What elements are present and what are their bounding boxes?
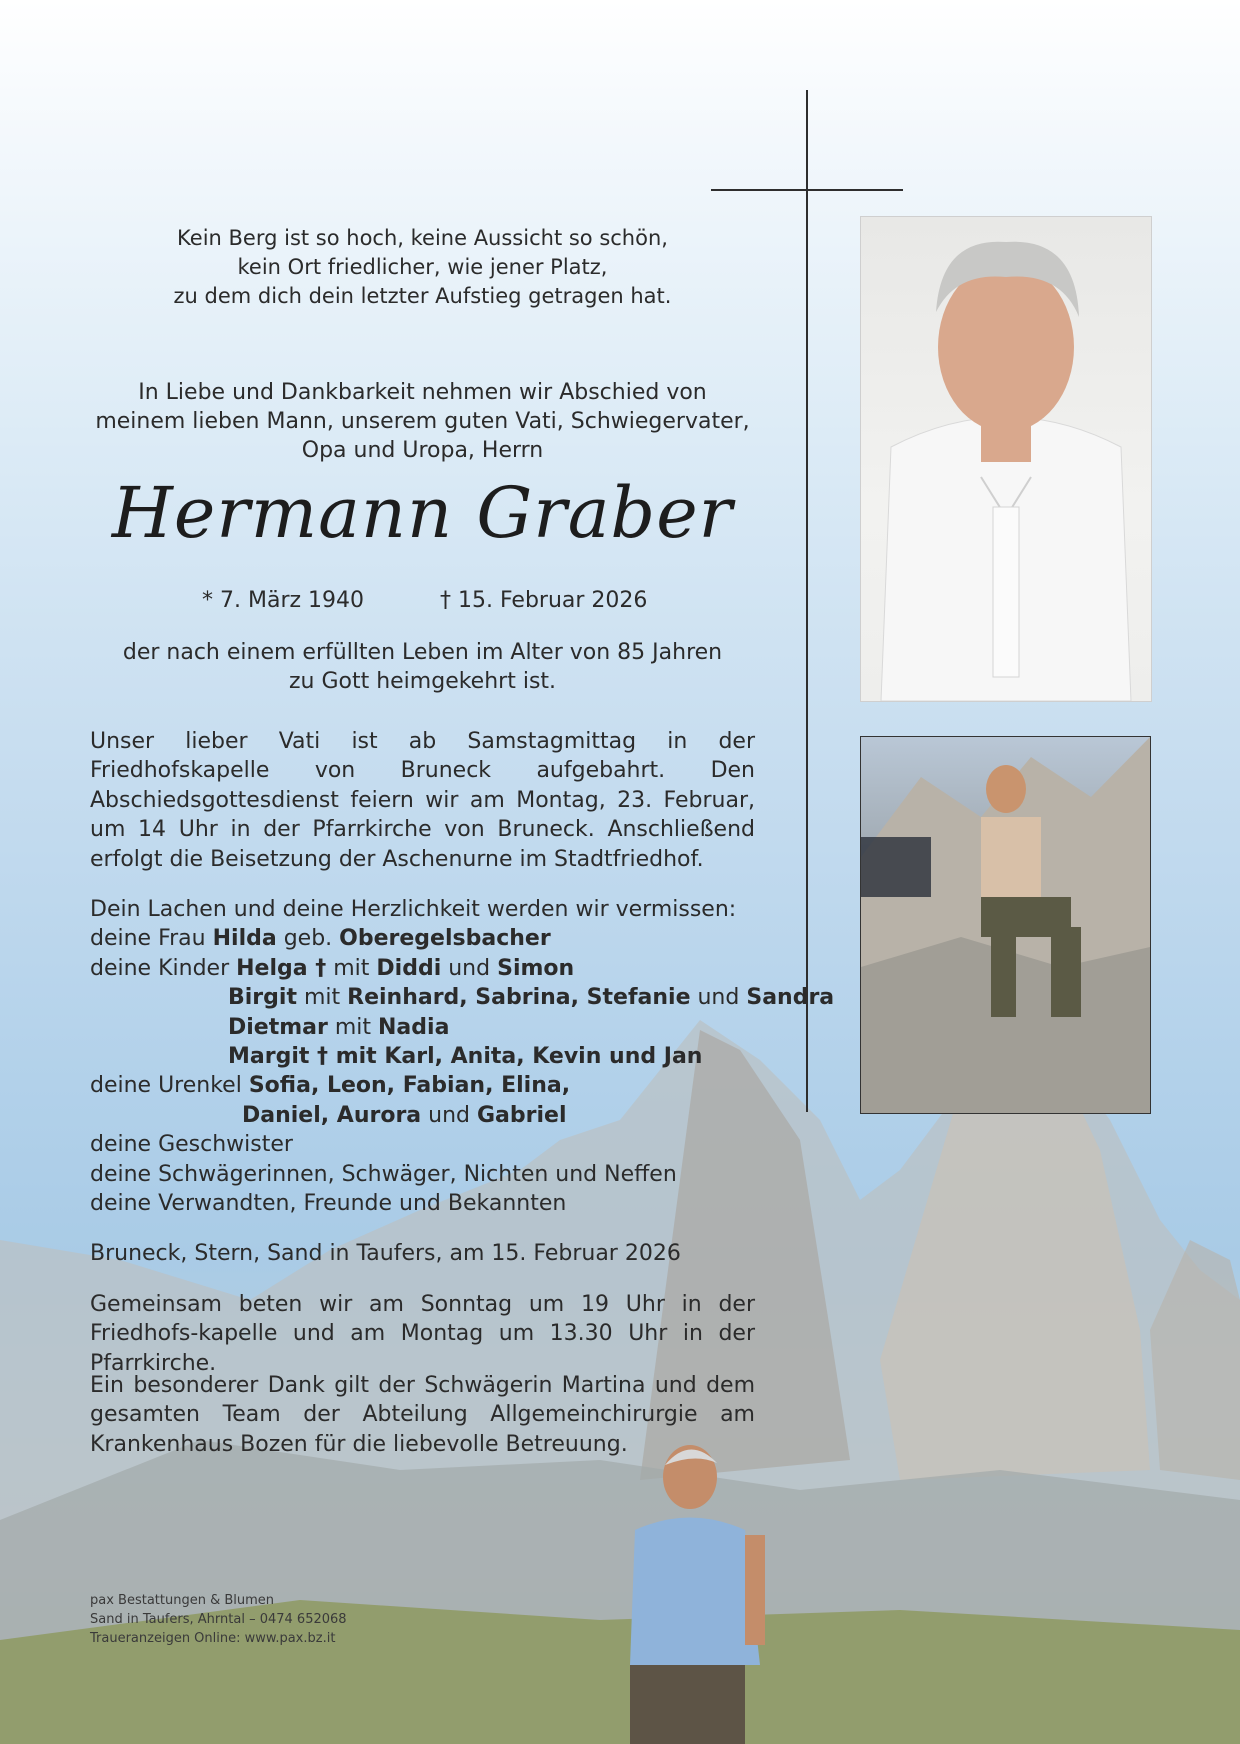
intro [90,378,755,465]
cross-vertical [806,90,808,1112]
deceased-name: Hermann Graber [111,472,734,554]
footer-line: Traueranzeigen Online: www.pax.bz.it [90,1631,336,1646]
family-wife: deine Frau Hilda geb. Oberegelsbacher [90,926,551,952]
footer-credits [90,1591,347,1648]
age-statement [90,638,755,696]
family-relatives: deine Verwandten, Freunde und Bekannten [90,1191,567,1217]
family-children: deine Kinder Helga † mit Diddi und Simon [90,955,575,981]
birth-date: * 7. März 1940 [202,588,365,613]
funeral-paragraph: Unser lieber Vati ist ab Samstagmittag in der Friedhofskapelle von Bruneck aufgebahrt. Den Abschiedsgottesdienst feiern wir am Montag, 23. Februar, um 14 Uhr in der Pfarrkirche von Bruneck. Anschließend erfolgt die Beisetzung der Aschenurne im Stadtfriedhof. [90,729,755,872]
age-line: zu Gott heimgekehrt ist. [288,669,557,694]
footer-line: pax Bestattungen & Blumen [90,1593,275,1608]
family-child-dietmar: Dietmar mit Nadia [228,1014,450,1040]
portrait-photo [860,216,1152,702]
thanks-notice: Ein besonderer Dank gilt der Schwägerin Martina und dem gesamten Team der Abteilung Allgemeinchirurgie am Krankenhaus Bozen für die liebevolle Betreuung. [90,1373,755,1457]
intro-line: Opa und Uropa, Herrn [301,438,544,463]
family-lead: Dein Lachen und deine Herzlichkeit werden wir vermissen: [90,897,737,922]
footer-line: Sand in Taufers, Ahrntal – 0474 652068 [90,1612,347,1627]
age-line: der nach einem erfüllten Leben im Alter von 85 Jahren [122,640,723,665]
family-greatgrandchildren: deine Urenkel Sofia, Leon, Fabian, Elina, [90,1073,571,1099]
mountain-photo [860,736,1151,1114]
place-date: Bruneck, Stern, Sand in Taufers, am 15. Februar 2026 [90,1241,681,1266]
prayer-notice: Gemeinsam beten wir am Sonntag um 19 Uhr in der Friedhofs-kapelle und am Montag um 13.30 Uhr in der Pfarrkirche. [90,1292,755,1376]
verse-line: zu dem dich dein letzter Aufstieg getragen hat. [173,284,672,308]
family-child-birgit: Birgit mit Reinhard, Sabrina, Stefanie und Sandra [228,985,835,1011]
family-child-margit: Margit † mit Karl, Anita, Kevin und Jan [228,1044,703,1070]
family-greatgrandchildren-2: Daniel, Aurora und Gabriel [242,1102,567,1128]
verse-line: Kein Berg ist so hoch, keine Aussicht so schön, [177,226,668,250]
cross-horizontal [711,189,903,191]
verse [90,224,755,311]
verse-line: kein Ort friedlicher, wie jener Platz, [237,255,608,279]
family-siblings: deine Geschwister [90,1132,293,1158]
death-date: † 15. Februar 2026 [440,588,648,613]
family-inlaws: deine Schwägerinnen, Schwäger, Nichten und Neffen [90,1161,677,1187]
family-list [90,895,835,1218]
intro-line: meinem lieben Mann, unserem guten Vati, Schwiegervater, [95,409,750,434]
intro-line: In Liebe und Dankbarkeit nehmen wir Abschied von [138,380,707,405]
hiker-figure [595,1435,815,1744]
